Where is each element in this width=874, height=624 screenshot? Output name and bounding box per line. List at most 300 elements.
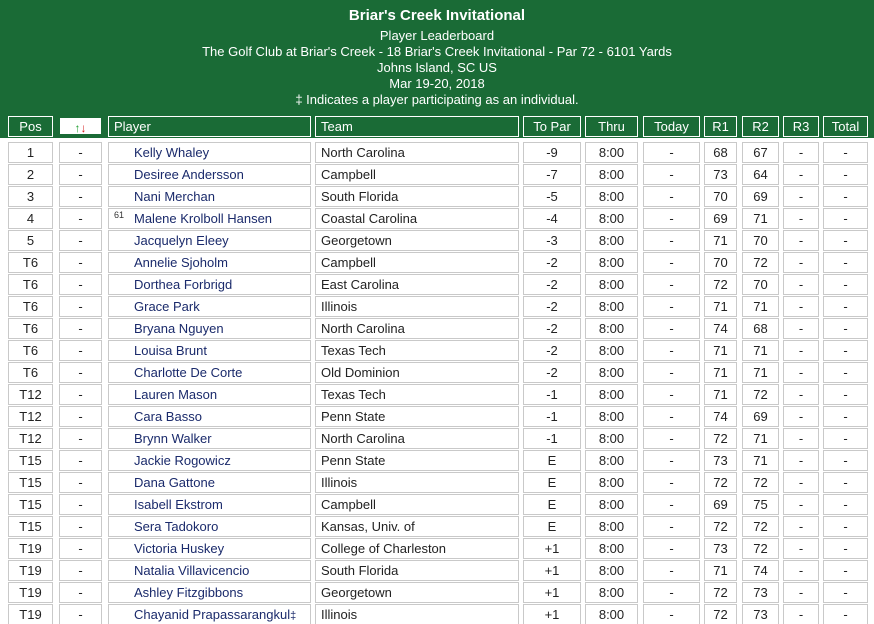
cell-team: Penn State	[315, 406, 519, 427]
cell-r3: -	[783, 384, 819, 405]
cell-pos: T12	[8, 384, 53, 405]
seed-number: 61	[114, 210, 125, 220]
cell-today: -	[643, 164, 700, 185]
cell-thru: 8:00	[585, 164, 638, 185]
cell-pos: 1	[8, 142, 53, 163]
cell-pos: 2	[8, 164, 53, 185]
cell-today: -	[643, 538, 700, 559]
cell-thru: 8:00	[585, 494, 638, 515]
cell-pos: T6	[8, 318, 53, 339]
cell-r1: 72	[704, 428, 737, 449]
cell-total: -	[823, 164, 868, 185]
cell-r1: 71	[704, 296, 737, 317]
cell-r3: -	[783, 516, 819, 537]
cell-r3: -	[783, 252, 819, 273]
cell-player[interactable]	[108, 494, 311, 515]
cell-team: Coastal Carolina	[315, 208, 519, 229]
cell-thru: 8:00	[585, 274, 638, 295]
cell-move: -	[59, 362, 102, 383]
cell-move: -	[59, 186, 102, 207]
cell-team: North Carolina	[315, 142, 519, 163]
cell-r3: -	[783, 186, 819, 207]
cell-total: -	[823, 450, 868, 471]
cell-r2: 73	[742, 582, 779, 603]
cell-today: -	[643, 208, 700, 229]
cell-total: -	[823, 230, 868, 251]
cell-move: -	[59, 296, 102, 317]
col-header-player[interactable]: Player	[108, 116, 311, 137]
col-header-today[interactable]: Today	[643, 116, 700, 137]
cell-r2: 71	[742, 428, 779, 449]
table-row[interactable]	[0, 186, 874, 208]
cell-pos: T6	[8, 274, 53, 295]
cell-r2: 74	[742, 560, 779, 581]
cell-move: -	[59, 472, 102, 493]
player-name-link[interactable]: Cara Basso	[134, 409, 202, 424]
cell-total: -	[823, 186, 868, 207]
cell-r3: -	[783, 494, 819, 515]
cell-thru: 8:00	[585, 516, 638, 537]
cell-thru: 8:00	[585, 538, 638, 559]
cell-today: -	[643, 516, 700, 537]
cell-pos: T15	[8, 450, 53, 471]
cell-today: -	[643, 274, 700, 295]
cell-player[interactable]	[108, 428, 311, 449]
cell-player[interactable]	[108, 230, 311, 251]
table-row[interactable]	[0, 340, 874, 362]
cell-r1: 73	[704, 450, 737, 471]
col-header-to-par[interactable]: To Par	[523, 116, 581, 137]
cell-r1: 72	[704, 516, 737, 537]
cell-r2: 67	[742, 142, 779, 163]
cell-to-par: +1	[523, 604, 581, 624]
cell-r3: -	[783, 560, 819, 581]
col-header-movement[interactable]	[59, 117, 102, 135]
cell-r1: 72	[704, 472, 737, 493]
cell-r2: 73	[742, 604, 779, 624]
cell-thru: 8:00	[585, 362, 638, 383]
cell-total: -	[823, 340, 868, 361]
cell-move: -	[59, 582, 102, 603]
cell-player[interactable]	[108, 340, 311, 361]
cell-r2: 69	[742, 406, 779, 427]
player-name-link[interactable]: Annelie Sjoholm	[134, 255, 228, 270]
table-row[interactable]	[0, 406, 874, 428]
cell-r2: 71	[742, 296, 779, 317]
cell-thru: 8:00	[585, 428, 638, 449]
table-row[interactable]	[0, 362, 874, 384]
cell-pos: T6	[8, 252, 53, 273]
cell-player[interactable]	[108, 560, 311, 581]
cell-move: -	[59, 340, 102, 361]
table-row[interactable]	[0, 428, 874, 450]
cell-pos: T15	[8, 494, 53, 515]
table-row[interactable]	[0, 164, 874, 186]
cell-to-par: +1	[523, 538, 581, 559]
cell-today: -	[643, 472, 700, 493]
tournament-title: Briar's Creek Invitational	[348, 7, 526, 24]
player-name-link[interactable]: Brynn Walker	[134, 431, 212, 446]
cell-move: -	[59, 560, 102, 581]
cell-total: -	[823, 296, 868, 317]
player-name-link[interactable]: Desiree Andersson	[134, 167, 244, 182]
cell-pos: T19	[8, 560, 53, 581]
course-info: The Golf Club at Briar's Creek - 18 Briar's Creek Invitational - Par 72 - 6101 Yards	[202, 44, 672, 59]
cell-thru: 8:00	[585, 472, 638, 493]
cell-player[interactable]	[108, 274, 311, 295]
cell-player[interactable]	[108, 604, 311, 624]
player-name-link[interactable]: Charlotte De Corte	[134, 365, 243, 380]
table-row[interactable]	[0, 560, 874, 582]
cell-thru: 8:00	[585, 252, 638, 273]
table-row[interactable]	[0, 450, 874, 472]
player-name-link[interactable]: Isabell Ekstrom	[134, 497, 223, 512]
cell-today: -	[643, 494, 700, 515]
cell-pos: T6	[8, 340, 53, 361]
cell-r2: 72	[742, 516, 779, 537]
cell-thru: 8:00	[585, 208, 638, 229]
cell-team: College of Charleston	[315, 538, 519, 559]
cell-r1: 69	[704, 208, 737, 229]
cell-to-par: -5	[523, 186, 581, 207]
player-name-link[interactable]: Ashley Fitzgibbons	[134, 585, 244, 600]
cell-r1: 68	[704, 142, 737, 163]
cell-r3: -	[783, 230, 819, 251]
cell-r1: 74	[704, 318, 737, 339]
cell-team: Georgetown	[315, 230, 519, 251]
cell-r1: 74	[704, 406, 737, 427]
cell-team: Penn State	[315, 450, 519, 471]
cell-to-par: +1	[523, 582, 581, 603]
cell-thru: 8:00	[585, 560, 638, 581]
cell-team: Texas Tech	[315, 340, 519, 361]
cell-r3: -	[783, 582, 819, 603]
cell-move: -	[59, 406, 102, 427]
cell-total: -	[823, 406, 868, 427]
player-name-link[interactable]: Louisa Brunt	[134, 343, 207, 358]
cell-player[interactable]	[108, 582, 311, 603]
cell-r3: -	[783, 318, 819, 339]
cell-move: -	[59, 208, 102, 229]
col-header-r3[interactable]: R3	[783, 116, 819, 137]
cell-r3: -	[783, 142, 819, 163]
player-name-link[interactable]: Bryana Nguyen	[134, 321, 224, 336]
cell-today: -	[643, 384, 700, 405]
cell-to-par: -2	[523, 252, 581, 273]
player-name-link[interactable]: Lauren Mason	[134, 387, 218, 402]
table-row[interactable]	[0, 384, 874, 406]
table-row[interactable]	[0, 274, 874, 296]
cell-player[interactable]	[108, 318, 311, 339]
cell-move: -	[59, 604, 102, 624]
cell-player[interactable]	[108, 472, 311, 493]
cell-r1: 71	[704, 384, 737, 405]
cell-r3: -	[783, 164, 819, 185]
cell-player[interactable]	[108, 296, 311, 317]
cell-to-par: E	[523, 494, 581, 515]
cell-pos: 5	[8, 230, 53, 251]
cell-total: -	[823, 252, 868, 273]
cell-team: Texas Tech	[315, 384, 519, 405]
cell-pos: T15	[8, 472, 53, 493]
cell-r2: 70	[742, 230, 779, 251]
cell-r1: 71	[704, 340, 737, 361]
cell-today: -	[643, 450, 700, 471]
cell-r1: 71	[704, 560, 737, 581]
cell-pos: 4	[8, 208, 53, 229]
cell-team: Illinois	[315, 472, 519, 493]
cell-r2: 68	[742, 318, 779, 339]
location: Johns Island, SC US	[377, 60, 497, 75]
cell-today: -	[643, 230, 700, 251]
cell-today: -	[643, 186, 700, 207]
cell-today: -	[643, 604, 700, 624]
cell-r1: 72	[704, 582, 737, 603]
cell-today: -	[643, 142, 700, 163]
cell-to-par: -1	[523, 406, 581, 427]
cell-thru: 8:00	[585, 406, 638, 427]
cell-player[interactable]	[108, 538, 311, 559]
cell-today: -	[643, 252, 700, 273]
cell-player[interactable]	[108, 516, 311, 537]
cell-r2: 64	[742, 164, 779, 185]
cell-r3: -	[783, 208, 819, 229]
cell-to-par: -9	[523, 142, 581, 163]
cell-team: North Carolina	[315, 318, 519, 339]
cell-r3: -	[783, 604, 819, 624]
cell-total: -	[823, 560, 868, 581]
cell-move: -	[59, 318, 102, 339]
page-subtitle: Player Leaderboard	[379, 28, 495, 43]
cell-r3: -	[783, 362, 819, 383]
cell-r1: 70	[704, 186, 737, 207]
cell-r2: 72	[742, 252, 779, 273]
cell-r1: 71	[704, 362, 737, 383]
cell-r1: 71	[704, 230, 737, 251]
cell-team: South Florida	[315, 560, 519, 581]
cell-move: -	[59, 538, 102, 559]
cell-to-par: -4	[523, 208, 581, 229]
cell-today: -	[643, 428, 700, 449]
cell-total: -	[823, 142, 868, 163]
cell-today: -	[643, 406, 700, 427]
col-header-thru[interactable]: Thru	[585, 116, 638, 137]
cell-to-par: E	[523, 472, 581, 493]
cell-to-par: -2	[523, 274, 581, 295]
cell-move: -	[59, 142, 102, 163]
cell-r1: 70	[704, 252, 737, 273]
cell-to-par: +1	[523, 560, 581, 581]
cell-pos: T15	[8, 516, 53, 537]
cell-r1: 72	[704, 604, 737, 624]
arrow-up-icon: ↑	[74, 121, 81, 135]
cell-team: East Carolina	[315, 274, 519, 295]
cell-to-par: -1	[523, 384, 581, 405]
col-header-team[interactable]: Team	[315, 116, 519, 137]
cell-move: -	[59, 164, 102, 185]
cell-total: -	[823, 494, 868, 515]
player-name-link[interactable]: Victoria Huskey	[134, 541, 225, 556]
cell-r3: -	[783, 450, 819, 471]
cell-pos: T12	[8, 428, 53, 449]
cell-total: -	[823, 362, 868, 383]
cell-move: -	[59, 428, 102, 449]
cell-r3: -	[783, 340, 819, 361]
cell-player[interactable]	[108, 142, 311, 163]
player-name-link[interactable]: Nani Merchan	[134, 189, 215, 204]
cell-to-par: E	[523, 450, 581, 471]
cell-r3: -	[783, 406, 819, 427]
cell-thru: 8:00	[585, 318, 638, 339]
cell-r1: 73	[704, 164, 737, 185]
cell-team: Old Dominion	[315, 362, 519, 383]
cell-player[interactable]	[108, 208, 311, 229]
cell-player[interactable]	[108, 450, 311, 471]
cell-to-par: -3	[523, 230, 581, 251]
cell-today: -	[643, 582, 700, 603]
table-row[interactable]	[0, 516, 874, 538]
cell-total: -	[823, 516, 868, 537]
table-row[interactable]	[0, 296, 874, 318]
cell-move: -	[59, 450, 102, 471]
player-name-link[interactable]: Natalia Villavicencio	[134, 563, 250, 578]
table-row[interactable]	[0, 142, 874, 164]
cell-total: -	[823, 582, 868, 603]
player-name-link[interactable]: Grace Park	[134, 299, 200, 314]
cell-team: Illinois	[315, 604, 519, 624]
cell-today: -	[643, 340, 700, 361]
cell-move: -	[59, 494, 102, 515]
cell-today: -	[643, 560, 700, 581]
cell-player[interactable]	[108, 186, 311, 207]
cell-pos: T6	[8, 296, 53, 317]
cell-to-par: -2	[523, 318, 581, 339]
cell-move: -	[59, 384, 102, 405]
cell-r3: -	[783, 472, 819, 493]
cell-r2: 71	[742, 362, 779, 383]
cell-r3: -	[783, 274, 819, 295]
table-row[interactable]	[0, 230, 874, 252]
col-header-total[interactable]: Total	[823, 116, 868, 137]
cell-today: -	[643, 318, 700, 339]
cell-move: -	[59, 230, 102, 251]
col-header-r1[interactable]: R1	[704, 116, 737, 137]
cell-thru: 8:00	[585, 186, 638, 207]
arrow-down-icon: ↓	[80, 121, 87, 135]
cell-move: -	[59, 516, 102, 537]
cell-pos: T12	[8, 406, 53, 427]
cell-r2: 70	[742, 274, 779, 295]
cell-team: Kansas, Univ. of	[315, 516, 519, 537]
cell-pos: T6	[8, 362, 53, 383]
cell-r2: 72	[742, 538, 779, 559]
col-header-r2[interactable]: R2	[742, 116, 779, 137]
cell-to-par: -2	[523, 362, 581, 383]
cell-team: Illinois	[315, 296, 519, 317]
cell-r2: 72	[742, 384, 779, 405]
cell-player[interactable]	[108, 384, 311, 405]
cell-today: -	[643, 362, 700, 383]
table-row[interactable]	[0, 208, 874, 230]
cell-player[interactable]	[108, 406, 311, 427]
cell-team: Campbell	[315, 252, 519, 273]
cell-r2: 71	[742, 208, 779, 229]
table-row[interactable]	[0, 472, 874, 494]
cell-total: -	[823, 208, 868, 229]
cell-r3: -	[783, 296, 819, 317]
cell-r2: 72	[742, 472, 779, 493]
player-name-link[interactable]: Kelly Whaley	[134, 145, 210, 160]
table-row[interactable]	[0, 538, 874, 560]
table-row[interactable]	[0, 604, 874, 624]
cell-r2: 75	[742, 494, 779, 515]
cell-total: -	[823, 384, 868, 405]
table-row[interactable]	[0, 252, 874, 274]
table-row[interactable]	[0, 582, 874, 604]
player-name-link[interactable]: Malene Krolboll Hansen	[134, 211, 273, 226]
cell-team: Campbell	[315, 164, 519, 185]
player-name-link[interactable]: Jackie Rogowicz	[134, 453, 231, 468]
cell-total: -	[823, 538, 868, 559]
cell-r3: -	[783, 538, 819, 559]
table-row[interactable]	[0, 318, 874, 340]
cell-thru: 8:00	[585, 340, 638, 361]
player-name-link[interactable]: Dorthea Forbrigd	[134, 277, 233, 292]
cell-thru: 8:00	[585, 582, 638, 603]
leaderboard-table	[0, 142, 874, 624]
cell-to-par: -1	[523, 428, 581, 449]
individual-marker: ‡	[290, 610, 297, 622]
cell-total: -	[823, 318, 868, 339]
cell-thru: 8:00	[585, 384, 638, 405]
cell-team: North Carolina	[315, 428, 519, 449]
cell-total: -	[823, 604, 868, 624]
cell-r1: 72	[704, 274, 737, 295]
cell-pos: 3	[8, 186, 53, 207]
cell-r3: -	[783, 428, 819, 449]
cell-total: -	[823, 472, 868, 493]
player-name-link[interactable]: Dana Gattone	[134, 475, 215, 490]
col-header-pos[interactable]: Pos	[8, 116, 53, 137]
event-dates: Mar 19-20, 2018	[389, 76, 485, 91]
cell-pos: T19	[8, 582, 53, 603]
player-name-link[interactable]: Sera Tadokoro	[134, 519, 219, 534]
cell-player[interactable]	[108, 252, 311, 273]
cell-r1: 73	[704, 538, 737, 559]
individual-note: ‡ Indicates a player participating as an individual.	[295, 92, 579, 107]
cell-thru: 8:00	[585, 450, 638, 471]
cell-move: -	[59, 252, 102, 273]
cell-move: -	[59, 274, 102, 295]
cell-to-par: -2	[523, 340, 581, 361]
player-name-link[interactable]: Jacquelyn Eleey	[134, 233, 229, 248]
cell-thru: 8:00	[585, 296, 638, 317]
cell-pos: T19	[8, 604, 53, 624]
cell-r1: 69	[704, 494, 737, 515]
cell-player[interactable]	[108, 164, 311, 185]
cell-to-par: -2	[523, 296, 581, 317]
cell-thru: 8:00	[585, 604, 638, 624]
table-row[interactable]	[0, 494, 874, 516]
cell-total: -	[823, 428, 868, 449]
cell-r2: 71	[742, 340, 779, 361]
cell-player[interactable]	[108, 362, 311, 383]
cell-total: -	[823, 274, 868, 295]
cell-team: Campbell	[315, 494, 519, 515]
cell-thru: 8:00	[585, 142, 638, 163]
player-name-link[interactable]: Chayanid Prapassarangkul	[134, 607, 291, 622]
cell-pos: T19	[8, 538, 53, 559]
